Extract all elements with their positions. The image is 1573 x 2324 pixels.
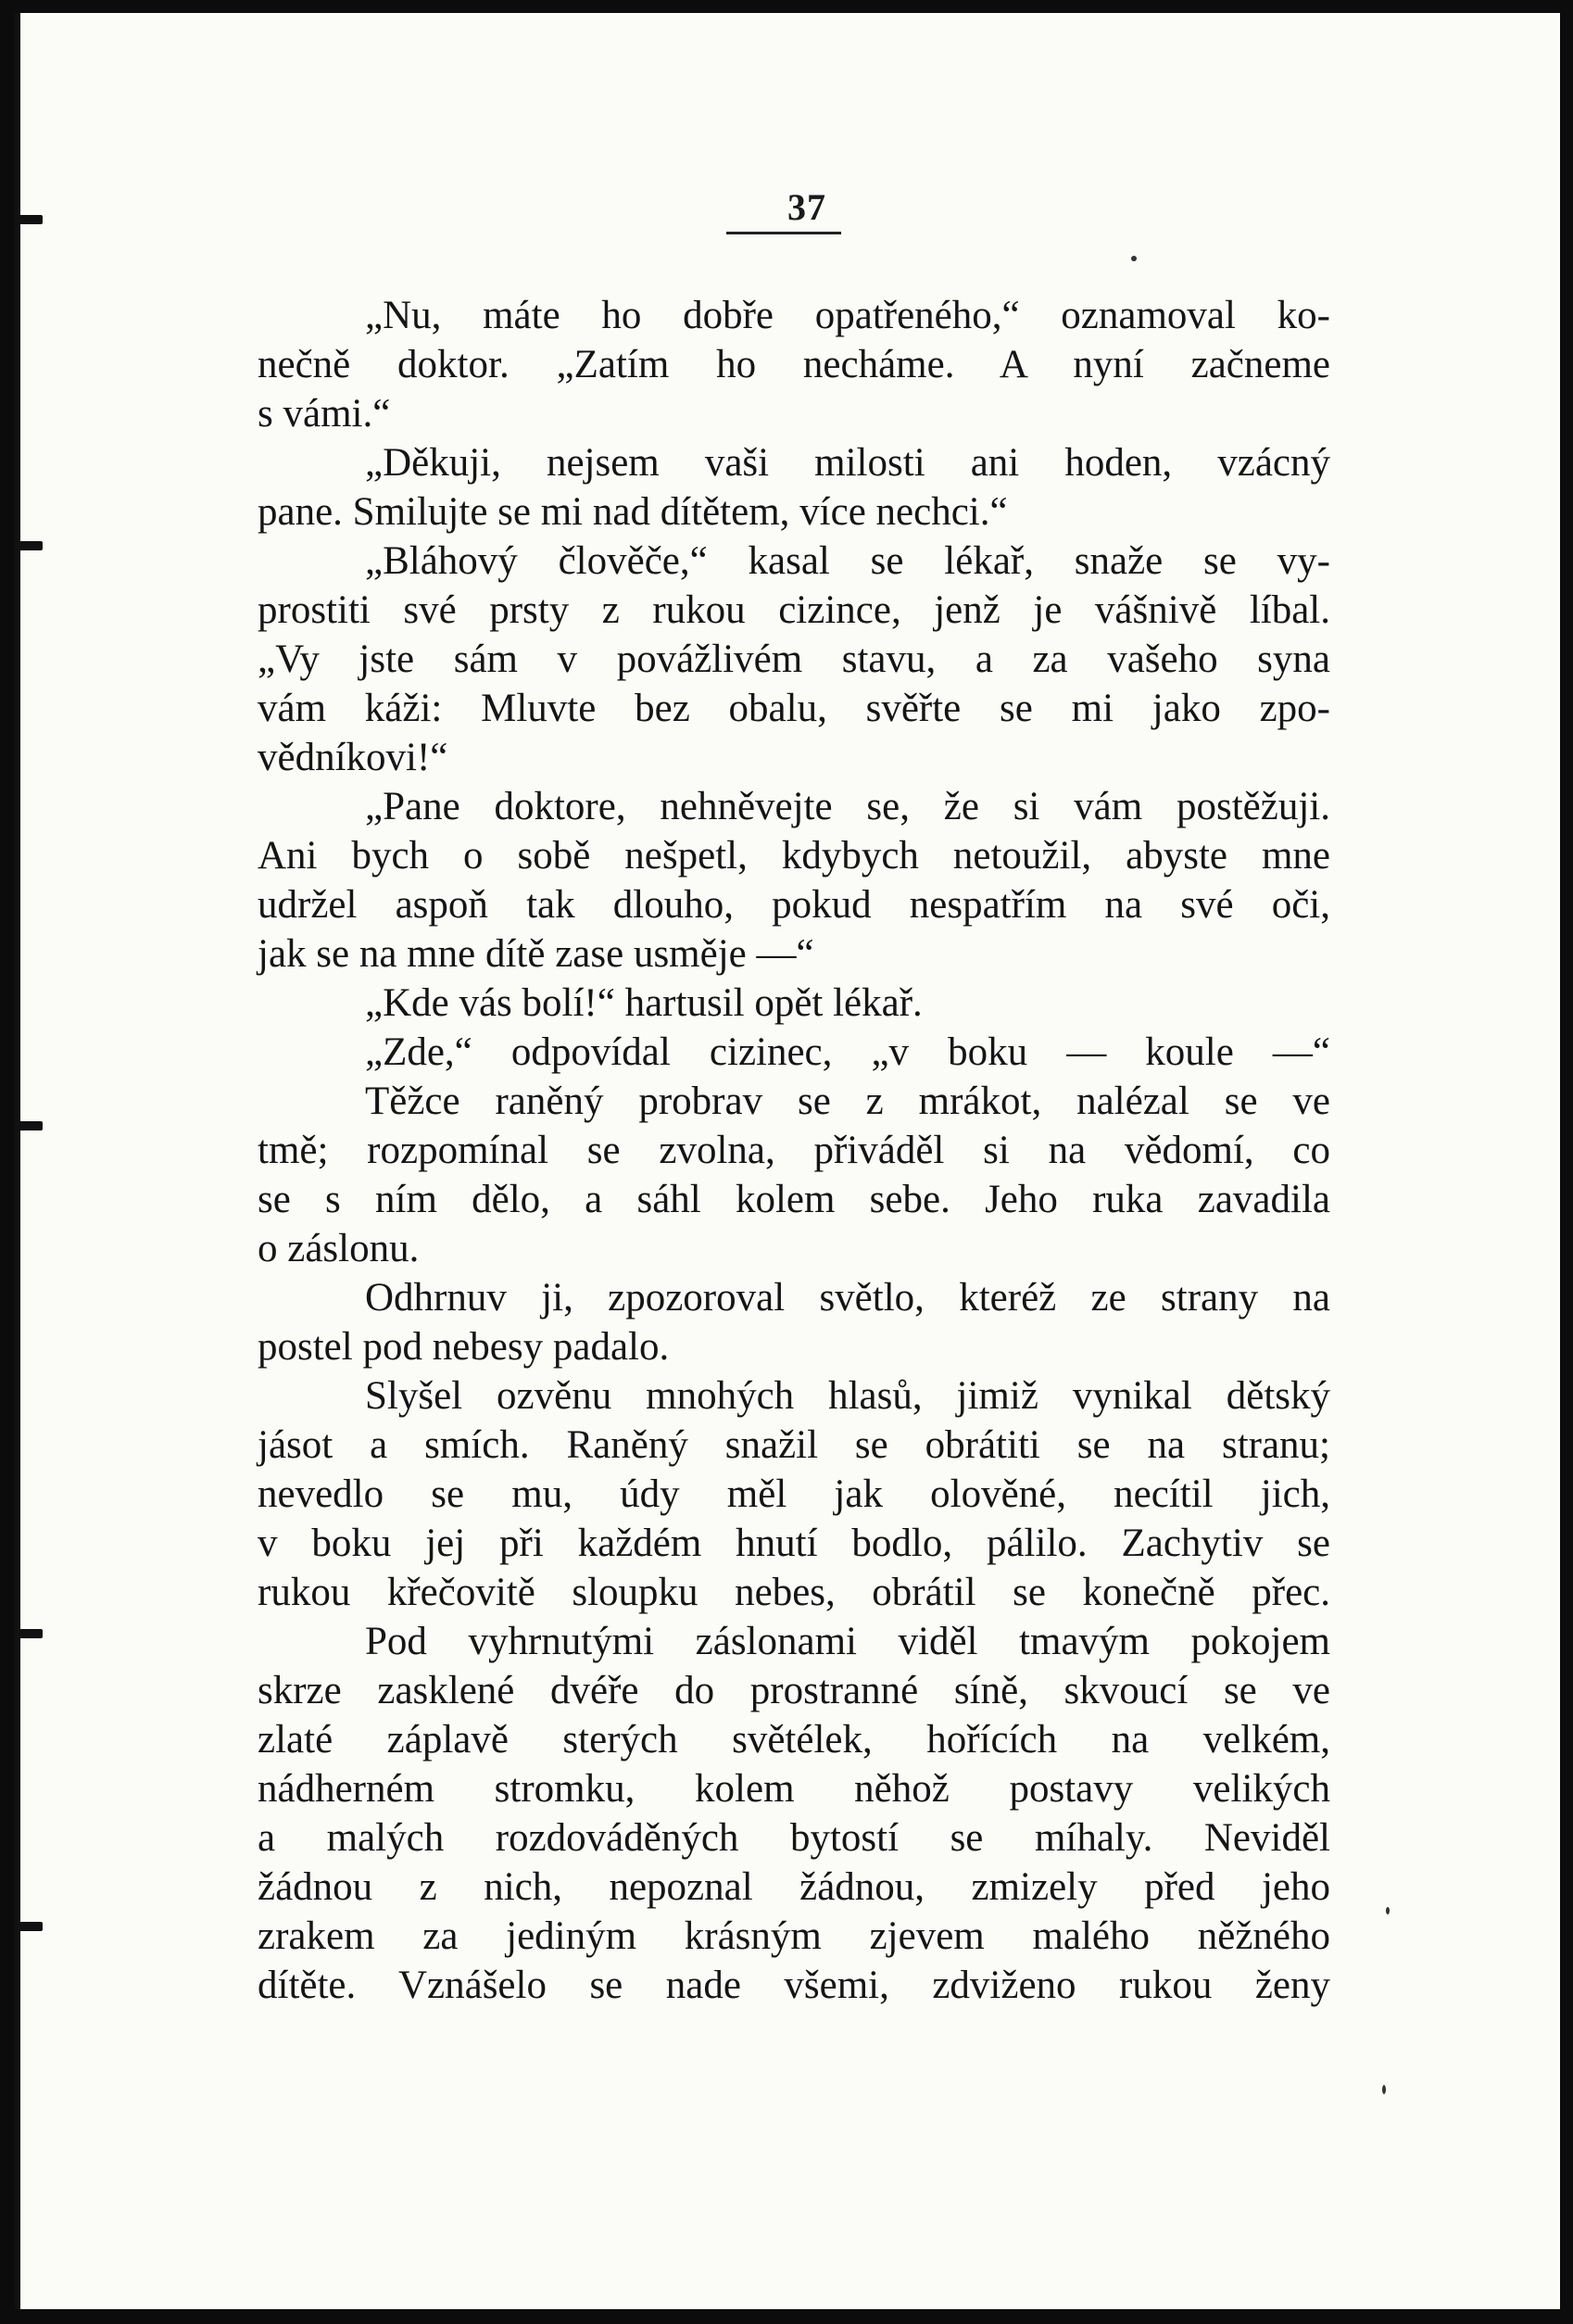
text-line: žádnou z nich, nepoznal žádnou, zmizely před jeho <box>258 1865 1330 1909</box>
text-line: „Nu, máte ho dobře opatřeného,“ oznamoval ko- <box>365 294 1330 337</box>
text-line: rukou křečovitě sloupku nebes, obrátil se konečně přec. <box>258 1571 1330 1614</box>
paper-speck <box>1382 2085 1386 2094</box>
text-line: vám káži: Mluvte bez obalu, svěřte se mi jako zpo- <box>258 687 1330 730</box>
text-line: Těžce raněný probrav se z mrákot, nalézal se ve <box>365 1080 1330 1123</box>
text-line: s vámi.“ <box>258 392 391 436</box>
paper-speck <box>1386 1907 1390 1914</box>
text-line: jásot a smích. Raněný snažil se obrátiti se na stranu; <box>258 1423 1330 1467</box>
text-line: zlaté záplavě sterých světélek, hořících na velkém, <box>258 1718 1330 1762</box>
text-line: tmě; rozpomínal se zvolna, přiváděl si na vědomí, co <box>258 1129 1330 1172</box>
text-line: zrakem za jediným krásným zjevem malého něžného <box>258 1914 1330 1958</box>
text-line: Pod vyhrnutými záslonami viděl tmavým pokojem <box>365 1620 1330 1663</box>
text-line: v boku jej při každém hnutí bodlo, pálilo. Zachytiv se <box>258 1522 1330 1565</box>
text-line: o záslonu. <box>258 1227 420 1270</box>
binding-mark <box>15 1121 43 1130</box>
text-line: Ani bych o sobě nešpetl, kdybych netoužil, abyste mne <box>258 834 1330 878</box>
text-line: „Zde,“ odpovídal cizinec, „v boku — koule —“ <box>365 1030 1330 1074</box>
text-line: „Kde vás bolí!“ hartusil opět lékař. <box>365 981 923 1025</box>
text-line: „Děkuji, nejsem vaši milosti ani hoden, vzácný <box>365 441 1330 485</box>
text-line: se s ním dělo, a sáhl kolem sebe. Jeho ruka zavadila <box>258 1178 1330 1221</box>
book-page <box>15 13 1560 2309</box>
text-line: „Vy jste sám v povážlivém stavu, a za vašeho syna <box>258 638 1330 681</box>
text-line: nevedlo se mu, údy měl jak olověné, necítil jich, <box>258 1472 1330 1516</box>
page-number: 37 <box>787 186 826 228</box>
text-line: „Pane doktore, nehněvejte se, že si vám postěžuji. <box>365 785 1330 828</box>
text-line: udržel aspoň tak dlouho, pokud nespatřím na své oči, <box>258 883 1330 927</box>
binding-edge <box>15 13 20 2309</box>
body-text <box>258 291 1330 2010</box>
text-line: „Bláhový člověče,“ kasal se lékař, snaže se vy- <box>365 539 1330 583</box>
text-line: Odhrnuv ji, zpozoroval světlo, kteréž ze strany na <box>365 1276 1330 1320</box>
text-line: dítěte. Vznášelo se nade všemi, zdviženo rukou ženy <box>258 1964 1330 2007</box>
binding-mark <box>15 1629 43 1638</box>
text-line: nečně doktor. „Zatím ho necháme. A nyní začneme <box>258 343 1330 386</box>
text-line: nádherném stromku, kolem něhož postavy velikých <box>258 1767 1330 1811</box>
text-line: skrze zasklené dvéře do prostranné síně, skvoucí se ve <box>258 1669 1330 1712</box>
binding-mark <box>15 215 43 224</box>
binding-mark <box>15 1922 43 1931</box>
text-line: prostiti své prsty z rukou cizince, jenž je vášnivě líbal. <box>258 588 1330 632</box>
text-line: Slyšel ozvěnu mnohých hlasů, jimiž vynikal dětský <box>365 1374 1330 1418</box>
text-line: vědníkovi!“ <box>258 736 448 779</box>
binding-mark <box>15 541 43 550</box>
text-line: a malých rozdováděných bytostí se míhaly. Neviděl <box>258 1816 1330 1860</box>
paper-speck <box>1131 256 1137 261</box>
text-line: postel pod nebesy padalo. <box>258 1325 670 1369</box>
text-line: pane. Smilujte se mi nad dítětem, více nechci.“ <box>258 490 1008 534</box>
page-number-rule <box>726 232 841 234</box>
text-line: jak se na mne dítě zase usměje —“ <box>258 932 814 976</box>
